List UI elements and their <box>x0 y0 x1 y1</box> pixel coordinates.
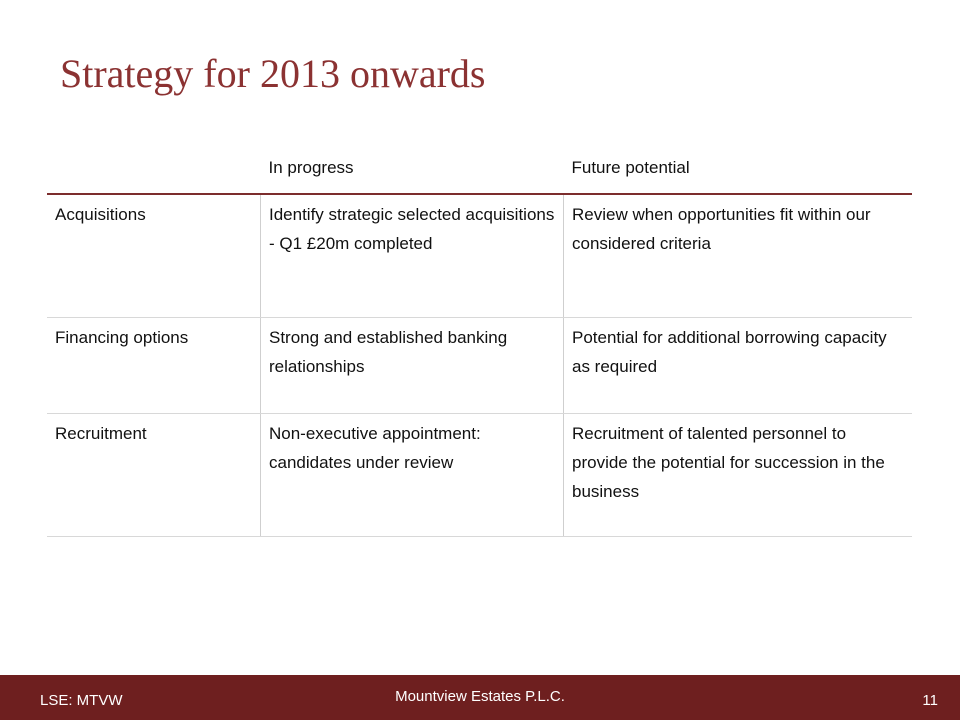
row-label: Financing options <box>47 318 261 414</box>
footer-ticker: LSE: MTVW <box>40 692 123 709</box>
table-row <box>47 194 912 318</box>
row-label: Recruitment <box>47 414 261 537</box>
table-row <box>47 414 912 537</box>
future-potential-cell: Review when opportunities fit within our considered criteria <box>564 194 913 318</box>
table-header-row <box>47 148 912 194</box>
column-header-in-progress: In progress <box>261 148 564 194</box>
strategy-table <box>47 148 912 537</box>
row-label: Acquisitions <box>47 194 261 318</box>
footer-company-name: Mountview Estates P.L.C. <box>395 688 565 705</box>
slide-title: Strategy for 2013 onwards <box>60 51 486 96</box>
in-progress-cell: Identify strategic selected acquisitions - Q1 £20m completed <box>261 194 564 318</box>
column-header-blank <box>47 148 261 194</box>
in-progress-cell: Strong and established banking relationships <box>261 318 564 414</box>
column-header-future-potential: Future potential <box>564 148 913 194</box>
future-potential-cell: Recruitment of talented personnel to provide the potential for succession in the business <box>564 414 913 537</box>
footer-bar <box>0 675 960 720</box>
in-progress-cell: Non-executive appointment: candidates under review <box>261 414 564 537</box>
table-row <box>47 318 912 414</box>
footer-page-number: 11 <box>922 692 938 709</box>
future-potential-cell: Potential for additional borrowing capacity as required <box>564 318 913 414</box>
